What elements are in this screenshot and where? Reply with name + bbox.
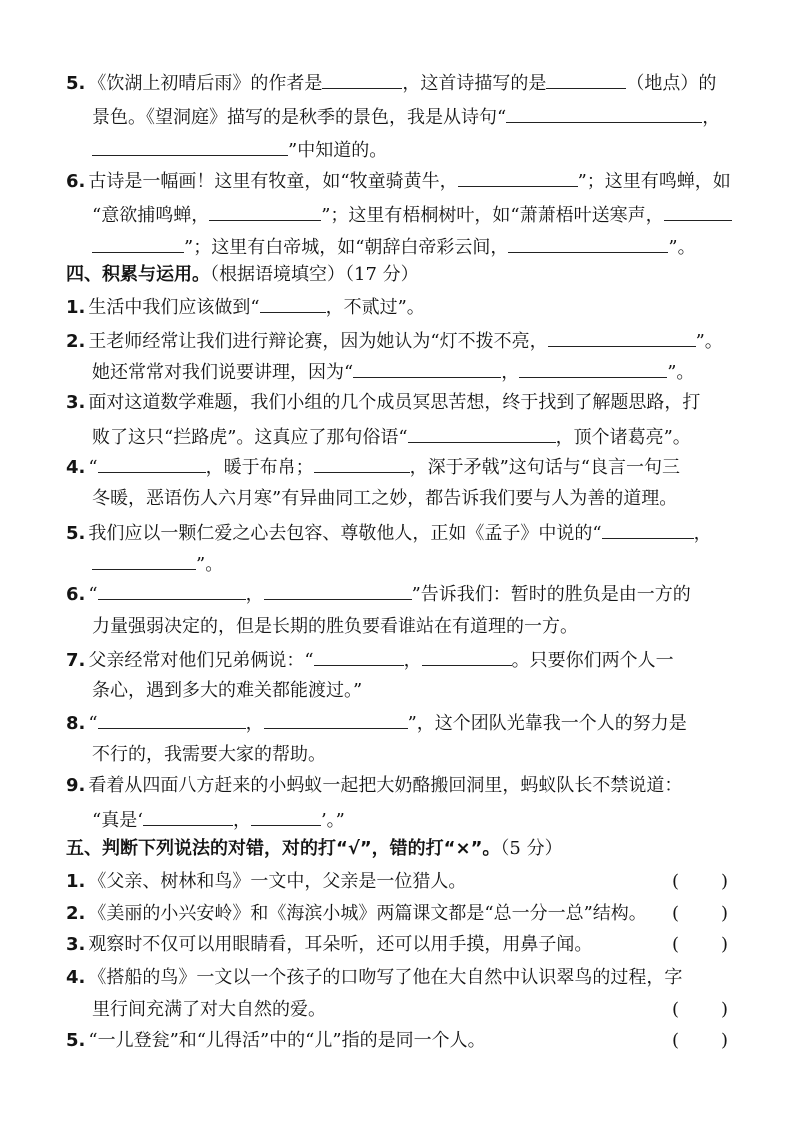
question-number: 5. [66,523,86,544]
s5-item-4-line-1 [66,965,682,991]
question-text: 不行的，我需要大家的帮助。 [92,744,326,765]
question-6-line-1 [66,167,731,193]
question-text: 王老师经常让我们进行辩论赛，因为她认为“灯不拨不亮， [88,331,548,352]
question-number: 1. [66,297,86,318]
s4-question-7-line-1 [66,646,674,672]
s4-question-7-line-2 [92,678,362,704]
section-score: （5 分） [500,838,563,859]
question-text: ， [245,713,264,734]
bracket-open: ( [672,934,680,955]
question-text: ’。” [320,810,345,831]
s4-question-9-line-1 [66,773,682,799]
s4-question-8-line-2 [92,742,326,768]
s4-question-3-line-2 [92,423,691,449]
answer-bracket[interactable] [672,932,728,958]
answer-bracket[interactable] [672,869,728,895]
s4-question-8-line-1 [66,709,687,735]
answer-blank[interactable] [98,580,246,600]
question-text: ”。 [695,331,723,352]
question-text: 条心，遇到多大的难关都能渡过。” [92,680,363,701]
answer-blank[interactable] [264,709,408,729]
question-number: 2. [66,903,86,924]
answer-blank[interactable] [548,327,696,347]
bracket-open: ( [672,1030,680,1051]
question-text: 冬暖，恶语伤人六月寒”有异曲同工之妙，都告诉我们要与人为善的道理。 [92,488,678,509]
statement-text: 《搭船的鸟》一文以一个孩子的口吻写了他在大自然中认识翠鸟的过程，字 [88,967,683,988]
statement-text: 《美丽的小兴安岭》和《海滨小城》两篇课文都是“总一分一总”结构。 [88,903,647,924]
answer-blank[interactable] [314,646,404,666]
answer-blank[interactable] [98,453,206,473]
answer-blank[interactable] [92,136,288,156]
bracket-close: ) [720,999,728,1020]
question-text: ， [501,362,520,383]
answer-blank[interactable] [92,550,196,570]
question-text: ， [702,107,721,128]
answer-blank[interactable] [264,580,412,600]
statement-text: “一儿登瓮”和“儿得活”中的“儿”指的是同一个人。 [88,1030,486,1051]
question-5-line-2 [92,103,720,129]
question-text: ”。 [667,362,695,383]
s5-item-2 [66,901,647,927]
question-text: 古诗是一幅画！这里有牧童，如“牧童骑黄牛， [88,171,458,192]
bracket-close: ) [720,1030,728,1051]
question-number: 2. [66,331,86,352]
question-text: ，暖于布帛； [205,457,314,478]
question-6-line-3 [92,233,696,259]
section-4-heading [66,262,419,288]
question-number: 7. [66,650,86,671]
answer-bracket[interactable] [672,997,728,1023]
question-text: 败了这只“拦路虎”。这真应了那句俗语“ [92,427,408,448]
question-text: ，不贰过”。 [325,297,425,318]
bracket-open: ( [672,871,680,892]
question-text: ， [403,650,422,671]
question-text: ，深于矛戟”这句话与“良言一句三 [409,457,680,478]
question-text: 看着从四面八方赶来的小蚂蚁一起把大奶酪搬回洞里，蚂蚁队长不禁说道： [88,775,683,796]
question-number: 5. [66,73,86,94]
question-text: 她还常常对我们说要讲理，因为“ [92,362,354,383]
answer-blank[interactable] [506,103,702,123]
answer-blank[interactable] [260,293,326,313]
answer-blank[interactable] [602,519,694,539]
question-5-line-1 [66,69,716,95]
question-number: 9. [66,775,86,796]
answer-blank[interactable] [251,806,321,826]
statement-text: 《父亲、树林和鸟》一文中，父亲是一位猎人。 [88,871,467,892]
question-number: 6. [66,171,86,192]
s5-item-3 [66,932,592,958]
question-text: ， [693,523,712,544]
answer-blank[interactable] [408,423,556,443]
question-text: ”；这里有梧桐树叶，如“萧萧梧叶送寒声， [321,205,664,226]
question-text: ”，这个团队光靠我一个人的努力是 [407,713,687,734]
answer-blank[interactable] [92,233,184,253]
answer-blank[interactable] [546,69,626,89]
bracket-close: ) [720,903,728,924]
question-text: （地点）的 [626,73,717,94]
s4-question-6-line-1 [66,580,691,606]
question-text: ”；这里有白帝城，如“朝辞白帝彩云间， [184,237,509,258]
answer-blank[interactable] [314,453,410,473]
s4-question-5-line-2 [92,550,223,576]
question-number: 4. [66,967,86,988]
question-5-line-3 [92,136,387,162]
question-number: 5. [66,1030,86,1051]
question-text: 力量强弱决定的，但是长期的胜负要看谁站在有道理的一方。 [92,616,578,637]
question-number: 3. [66,392,86,413]
answer-blank[interactable] [322,69,402,89]
s4-question-2-line-1 [66,327,723,353]
section-title: 四、积累与运用。 [66,264,210,285]
answer-blank[interactable] [519,358,667,378]
answer-blank[interactable] [458,167,578,187]
s4-question-5-line-1 [66,519,712,545]
statement-text: 观察时不仅可以用眼睛看，耳朵听，还可以用手摸，用鼻子闻。 [88,934,593,955]
question-text: ， [245,584,264,605]
question-number: 8. [66,713,86,734]
bracket-open: ( [672,999,680,1020]
answer-blank[interactable] [98,709,246,729]
section-5-heading [66,836,563,862]
question-text: 我们应以一颗仁爱之心去包容、尊敬他人，正如《孟子》中说的“ [88,523,602,544]
question-number: 1. [66,871,86,892]
question-text: “ [88,457,98,478]
s5-item-5 [66,1028,486,1054]
answer-blank[interactable] [143,806,233,826]
question-text: 面对这道数学难题，我们小组的几个成员冥思苦想，终于找到了解题思路，打 [88,392,701,413]
question-text: ”。 [196,554,224,575]
s5-item-1 [66,869,466,895]
question-text: 景色。《望洞庭》描写的是秋季的景色，我是从诗句“ [92,107,507,128]
question-text: 《饮湖上初晴后雨》的作者是 [88,73,323,94]
s4-question-6-line-2 [92,614,578,640]
question-text: “ [88,713,98,734]
section-note: （根据语境填空）（17 分） [210,264,419,285]
question-text: 生活中我们应该做到“ [88,297,260,318]
question-text: “意欲捕鸣蝉， [92,205,210,226]
question-text: 父亲经常对他们兄弟俩说：“ [88,650,314,671]
question-number: 4. [66,457,86,478]
s4-question-3-line-1 [66,390,700,416]
question-text: ”中知道的。 [288,140,388,161]
question-6-line-2 [92,201,732,227]
question-text: ”。 [668,237,696,258]
question-text: “真是‘ [92,810,143,831]
question-text: ”；这里有鸣蝉，如 [577,171,731,192]
question-text: ”告诉我们：暂时的胜负是由一方的 [411,584,691,605]
s4-question-2-line-2 [92,358,694,384]
bracket-open: ( [672,903,680,924]
s5-item-4-line-2 [92,997,326,1023]
bracket-close: ) [720,934,728,955]
s4-question-4-line-1 [66,453,680,479]
answer-bracket[interactable] [672,1028,728,1054]
answer-bracket[interactable] [672,901,728,927]
statement-text: 里行间充满了对大自然的爱。 [92,999,326,1020]
question-text: ，顶个诸葛亮”。 [555,427,691,448]
question-number: 3. [66,934,86,955]
answer-blank[interactable] [353,358,501,378]
answer-blank[interactable] [664,201,732,221]
answer-blank[interactable] [508,233,668,253]
answer-blank[interactable] [209,201,321,221]
question-text: ，这首诗描写的是 [402,73,547,94]
s4-question-4-line-2 [92,486,677,512]
answer-blank[interactable] [422,646,512,666]
s4-question-1 [66,293,425,319]
question-number: 6. [66,584,86,605]
bracket-close: ) [720,871,728,892]
s4-question-9-line-2 [92,806,345,832]
question-text: 。只要你们两个人一 [511,650,674,671]
question-text: ， [232,810,251,831]
question-text: “ [88,584,98,605]
section-title: 五、判断下列说法的对错，对的打“√”，错的打“×”。 [66,838,501,859]
